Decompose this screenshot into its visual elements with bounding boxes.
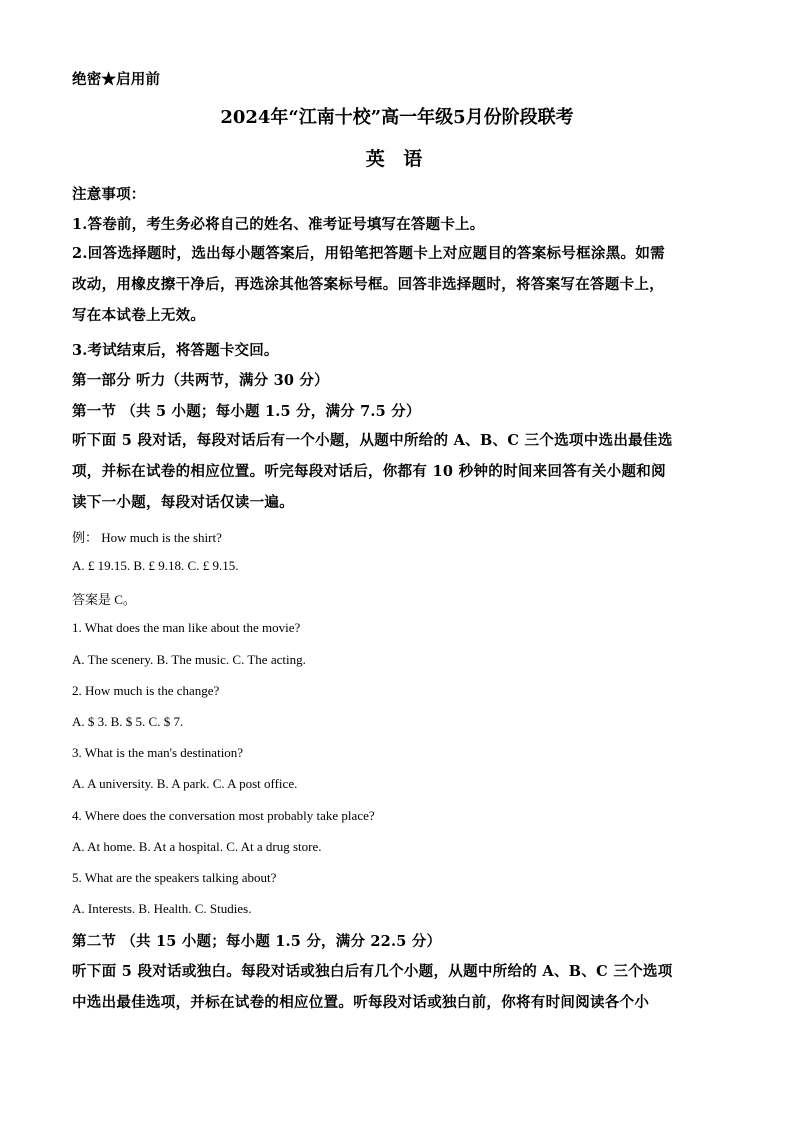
exam-page bbox=[72, 0, 722, 1123]
question-2-options: A. $ 3. B. $ 5. C. $ 7. bbox=[72, 714, 184, 729]
notice-heading: 注意事项： bbox=[72, 186, 146, 203]
notice-item-1: 1.答卷前，考生务必将自己的姓名、准考证号填写在答题卡上。 bbox=[72, 216, 485, 233]
section2-instructions bbox=[72, 956, 722, 1018]
example-options: A. £ 19.15. B. £ 9.18. C. £ 9.15. bbox=[72, 558, 239, 573]
question-3: 3. What is the man's destination? bbox=[72, 745, 244, 760]
section2-heading: 第二节 （共 15 小题；每小题 1.5 分，满分 22.5 分） bbox=[72, 933, 442, 950]
notice-item-2-line: 改动，用橡皮擦干净后，再选涂其他答案标号框。回答非选择题时，将答案写在答题卡上， bbox=[72, 276, 664, 293]
instruction-line: 项，并标在试卷的相应位置。听完每段对话后，你都有 10 秒钟的时间来回答有关小题和阅 bbox=[72, 463, 666, 480]
question-2: 2. How much is the change? bbox=[72, 683, 220, 698]
instruction-line: 中选出最佳选项，并标在试卷的相应位置。听每段对话或独白前，你将有时间阅读各个小 bbox=[72, 994, 650, 1011]
section1-instructions bbox=[72, 425, 722, 518]
notice-item-2-line: 2.回答选择题时，选出每小题答案后，用铅笔把答题卡上对应题目的答案标号框涂黑。如需 bbox=[72, 245, 665, 262]
instruction-line: 读下一小题，每段对话仅读一遍。 bbox=[72, 494, 294, 511]
instruction-line: 听下面 5 段对话或独白。每段对话或独白后有几个小题，从题中所给的 A、B、C 三个选项 bbox=[72, 963, 673, 980]
question-5: 5. What are the speakers talking about? bbox=[72, 870, 277, 885]
example-answer: 答案是 C。 bbox=[72, 592, 136, 607]
question-4-options: A. At home. B. At a hospital. C. At a drug store. bbox=[72, 839, 322, 854]
question-1-options: A. The scenery. B. The music. C. The acting. bbox=[72, 652, 306, 667]
confidential-label: 绝密★启用前 bbox=[72, 71, 161, 88]
question-4: 4. Where does the conversation most probably take place? bbox=[72, 808, 375, 823]
question-3-options: A. A university. B. A park. C. A post office. bbox=[72, 776, 298, 791]
instruction-line: 听下面 5 段对话，每段对话后有一个小题，从题中所给的 A、B、C 三个选项中选出最佳选 bbox=[72, 432, 673, 449]
question-5-options: A. Interests. B. Health. C. Studies. bbox=[72, 901, 252, 916]
section1-heading: 第一节 （共 5 小题；每小题 1.5 分，满分 7.5 分） bbox=[72, 403, 421, 420]
notice-item-3: 3.考试结束后，将答题卡交回。 bbox=[72, 342, 279, 359]
notice-item-2-line: 写在本试卷上无效。 bbox=[72, 307, 206, 324]
example-question: 例： How much is the shirt? bbox=[72, 530, 222, 545]
question-1: 1. What does the man like about the movie? bbox=[72, 620, 301, 635]
part1-heading: 第一部分 听力（共两节，满分 30 分） bbox=[72, 372, 329, 389]
subject-title: 英 语 bbox=[365, 148, 429, 170]
exam-title: 2024年“江南十校”高一年级5月份阶段联考 bbox=[220, 107, 574, 128]
notice-item-2 bbox=[72, 238, 722, 331]
